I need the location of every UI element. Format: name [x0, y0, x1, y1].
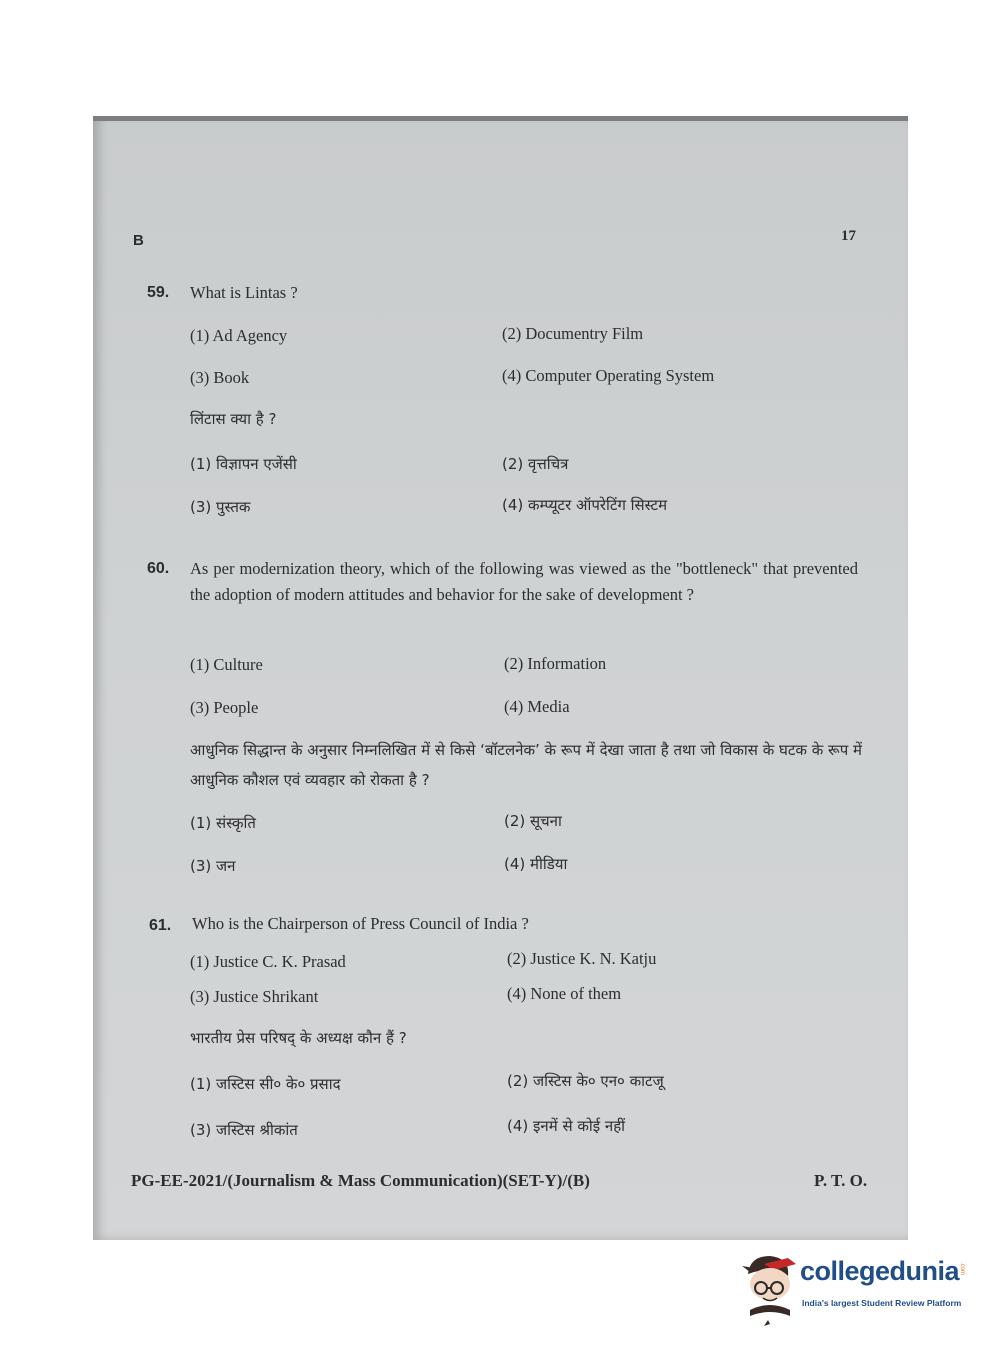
- page-number: 17: [841, 228, 856, 244]
- option-4-hi: (4) मीडिया: [504, 855, 568, 873]
- collegedunia-watermark: [740, 1250, 980, 1330]
- option-1-en: (1) Justice C. K. Prasad: [190, 952, 346, 971]
- scanned-page: [93, 116, 908, 1240]
- mascot-logo: [740, 1250, 800, 1330]
- question-text-hi: आधुनिक सिद्धान्त के अनुसार निम्नलिखित में से किसे ‘बॉटलनेक’ के रूप में देखा जाता है तथा जो विकास के घटक के रूप में आधुनिक कौशल एवं व्यवहार को रोकता है ?: [190, 741, 862, 789]
- option-4-hi: (4) इनमें से कोई नहीं: [507, 1117, 626, 1135]
- question-text-hi: भारतीय प्रेस परिषद् के अध्यक्ष कौन हैं ?: [190, 1029, 407, 1047]
- question-text-en: What is Lintas ?: [190, 283, 298, 302]
- option-3-hi: (3) पुस्तक: [190, 498, 251, 516]
- option-1-hi: (1) जस्टिस सी० के० प्रसाद: [190, 1075, 341, 1093]
- brand-suffix: .com: [959, 1262, 965, 1276]
- option-4-hi: (4) कम्प्यूटर ऑपरेटिंग सिस्टम: [502, 496, 668, 514]
- brand-tagline: India's largest Student Review Platform: [802, 1298, 962, 1308]
- option-1-hi: (1) विज्ञापन एजेंसी: [190, 455, 297, 473]
- option-4-en: (4) None of them: [507, 984, 622, 1003]
- pto-label: P. T. O.: [814, 1171, 868, 1190]
- option-2-en: (2) Justice K. N. Katju: [507, 949, 657, 968]
- option-3-hi: (3) जन: [190, 857, 236, 875]
- option-2-en: (2) Documentry Film: [502, 324, 644, 343]
- option-3-en: (3) Justice Shrikant: [190, 987, 319, 1006]
- question-text-hi: लिंटास क्या है ?: [190, 410, 277, 428]
- option-2-hi: (2) वृत्तचित्र: [502, 455, 569, 473]
- option-2-en: (2) Information: [504, 654, 607, 673]
- option-2-hi: (2) जस्टिस के० एन० काटजू: [507, 1072, 664, 1090]
- option-4-en: (4) Media: [504, 697, 570, 716]
- option-4-en: (4) Computer Operating System: [502, 366, 715, 385]
- question-number: 61.: [149, 917, 172, 934]
- question-number: 59.: [147, 284, 170, 301]
- option-3-en: (3) People: [190, 698, 259, 717]
- option-3-hi: (3) जस्टिस श्रीकांत: [190, 1121, 298, 1139]
- question-text-en: As per modernization theory, which of the following was viewed as the "bottleneck" that prevented the adoption of modern attitudes and behavior for the sake of development ?: [190, 559, 858, 604]
- brand-name: collegedunia: [800, 1256, 960, 1286]
- option-1-hi: (1) संस्कृति: [190, 814, 256, 832]
- option-1-en: (1) Ad Agency: [190, 326, 288, 345]
- option-1-en: (1) Culture: [190, 655, 263, 674]
- exam-code-footer: PG-EE-2021/(Journalism & Mass Communication)(SET-Y)/(B): [131, 1171, 590, 1190]
- option-3-en: (3) Book: [190, 368, 250, 387]
- question-text-en: Who is the Chairperson of Press Council of India ?: [192, 914, 529, 933]
- set-letter: B: [133, 232, 144, 249]
- option-2-hi: (2) सूचना: [504, 812, 562, 830]
- question-number: 60.: [147, 560, 170, 577]
